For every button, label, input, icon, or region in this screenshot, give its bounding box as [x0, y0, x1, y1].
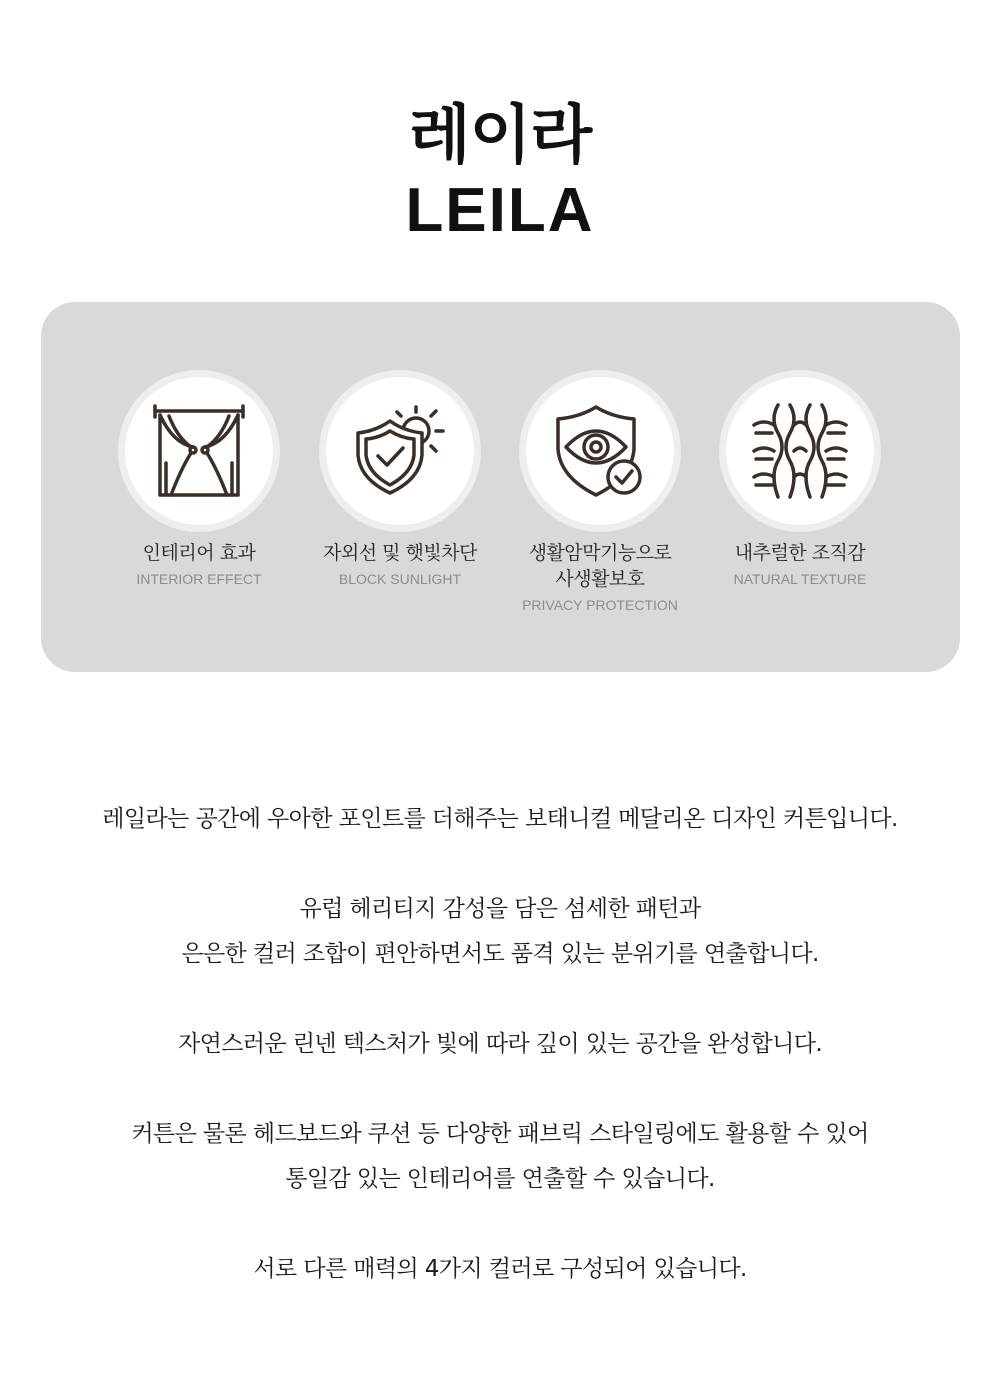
- feature-icon-circle: [118, 370, 280, 532]
- curtain-icon: [151, 403, 247, 499]
- feature-label-korean: 생활암막기능으로 사생활보호: [528, 542, 672, 590]
- feature-label-korean: 내추럴한 조직감: [734, 542, 866, 564]
- product-title-english: LEILA: [405, 176, 595, 245]
- feature-icon-circle: [519, 370, 681, 532]
- features-panel: [41, 302, 960, 672]
- feature-icon-circle: [319, 370, 481, 532]
- product-description: [0, 797, 1000, 1292]
- description-line: 통일감 있는 인테리어를 연출할 수 있습니다.: [285, 1166, 715, 1192]
- description-line: 커튼은 물론 헤드보드와 쿠션 등 다양한 패브릭 스타일링에도 활용할 수 있어: [131, 1121, 869, 1147]
- feature-block-sunlight: [300, 370, 500, 592]
- feature-label-english: NATURAL TEXTURE: [733, 571, 867, 587]
- product-title-korean: 레이라: [408, 99, 592, 173]
- feature-icon-circle: [719, 370, 881, 532]
- description-line: 은은한 컬러 조합이 편안하면서도 품격 있는 분위기를 연출합니다.: [181, 941, 819, 967]
- feature-privacy-protection: [500, 370, 700, 618]
- feature-interior-effect: [99, 370, 299, 592]
- privacy-eye-shield-icon: [552, 403, 648, 499]
- feature-label-korean: 인테리어 효과: [142, 542, 256, 564]
- sun-shield-icon: [352, 403, 448, 499]
- feature-label-english: PRIVACY PROTECTION: [522, 597, 678, 613]
- weave-texture-icon: [752, 403, 848, 499]
- feature-label-korean: 자외선 및 햇빛차단: [323, 542, 477, 564]
- feature-label-english: INTERIOR EFFECT: [136, 571, 262, 587]
- description-line: 유럽 헤리티지 감성을 담은 섬세한 패턴과: [299, 896, 701, 922]
- feature-label-english: BLOCK SUNLIGHT: [338, 571, 462, 587]
- feature-natural-texture: [700, 370, 900, 592]
- description-line: 자연스러운 린넨 텍스처가 빛에 따라 깊이 있는 공간을 완성합니다.: [177, 1031, 823, 1057]
- description-line: 레일라는 공간에 우아한 포인트를 더해주는 보태니컬 메달리온 디자인 커튼입니다.: [102, 806, 898, 832]
- description-line: 서로 다른 매력의 4가지 컬러로 구성되어 있습니다.: [253, 1256, 747, 1282]
